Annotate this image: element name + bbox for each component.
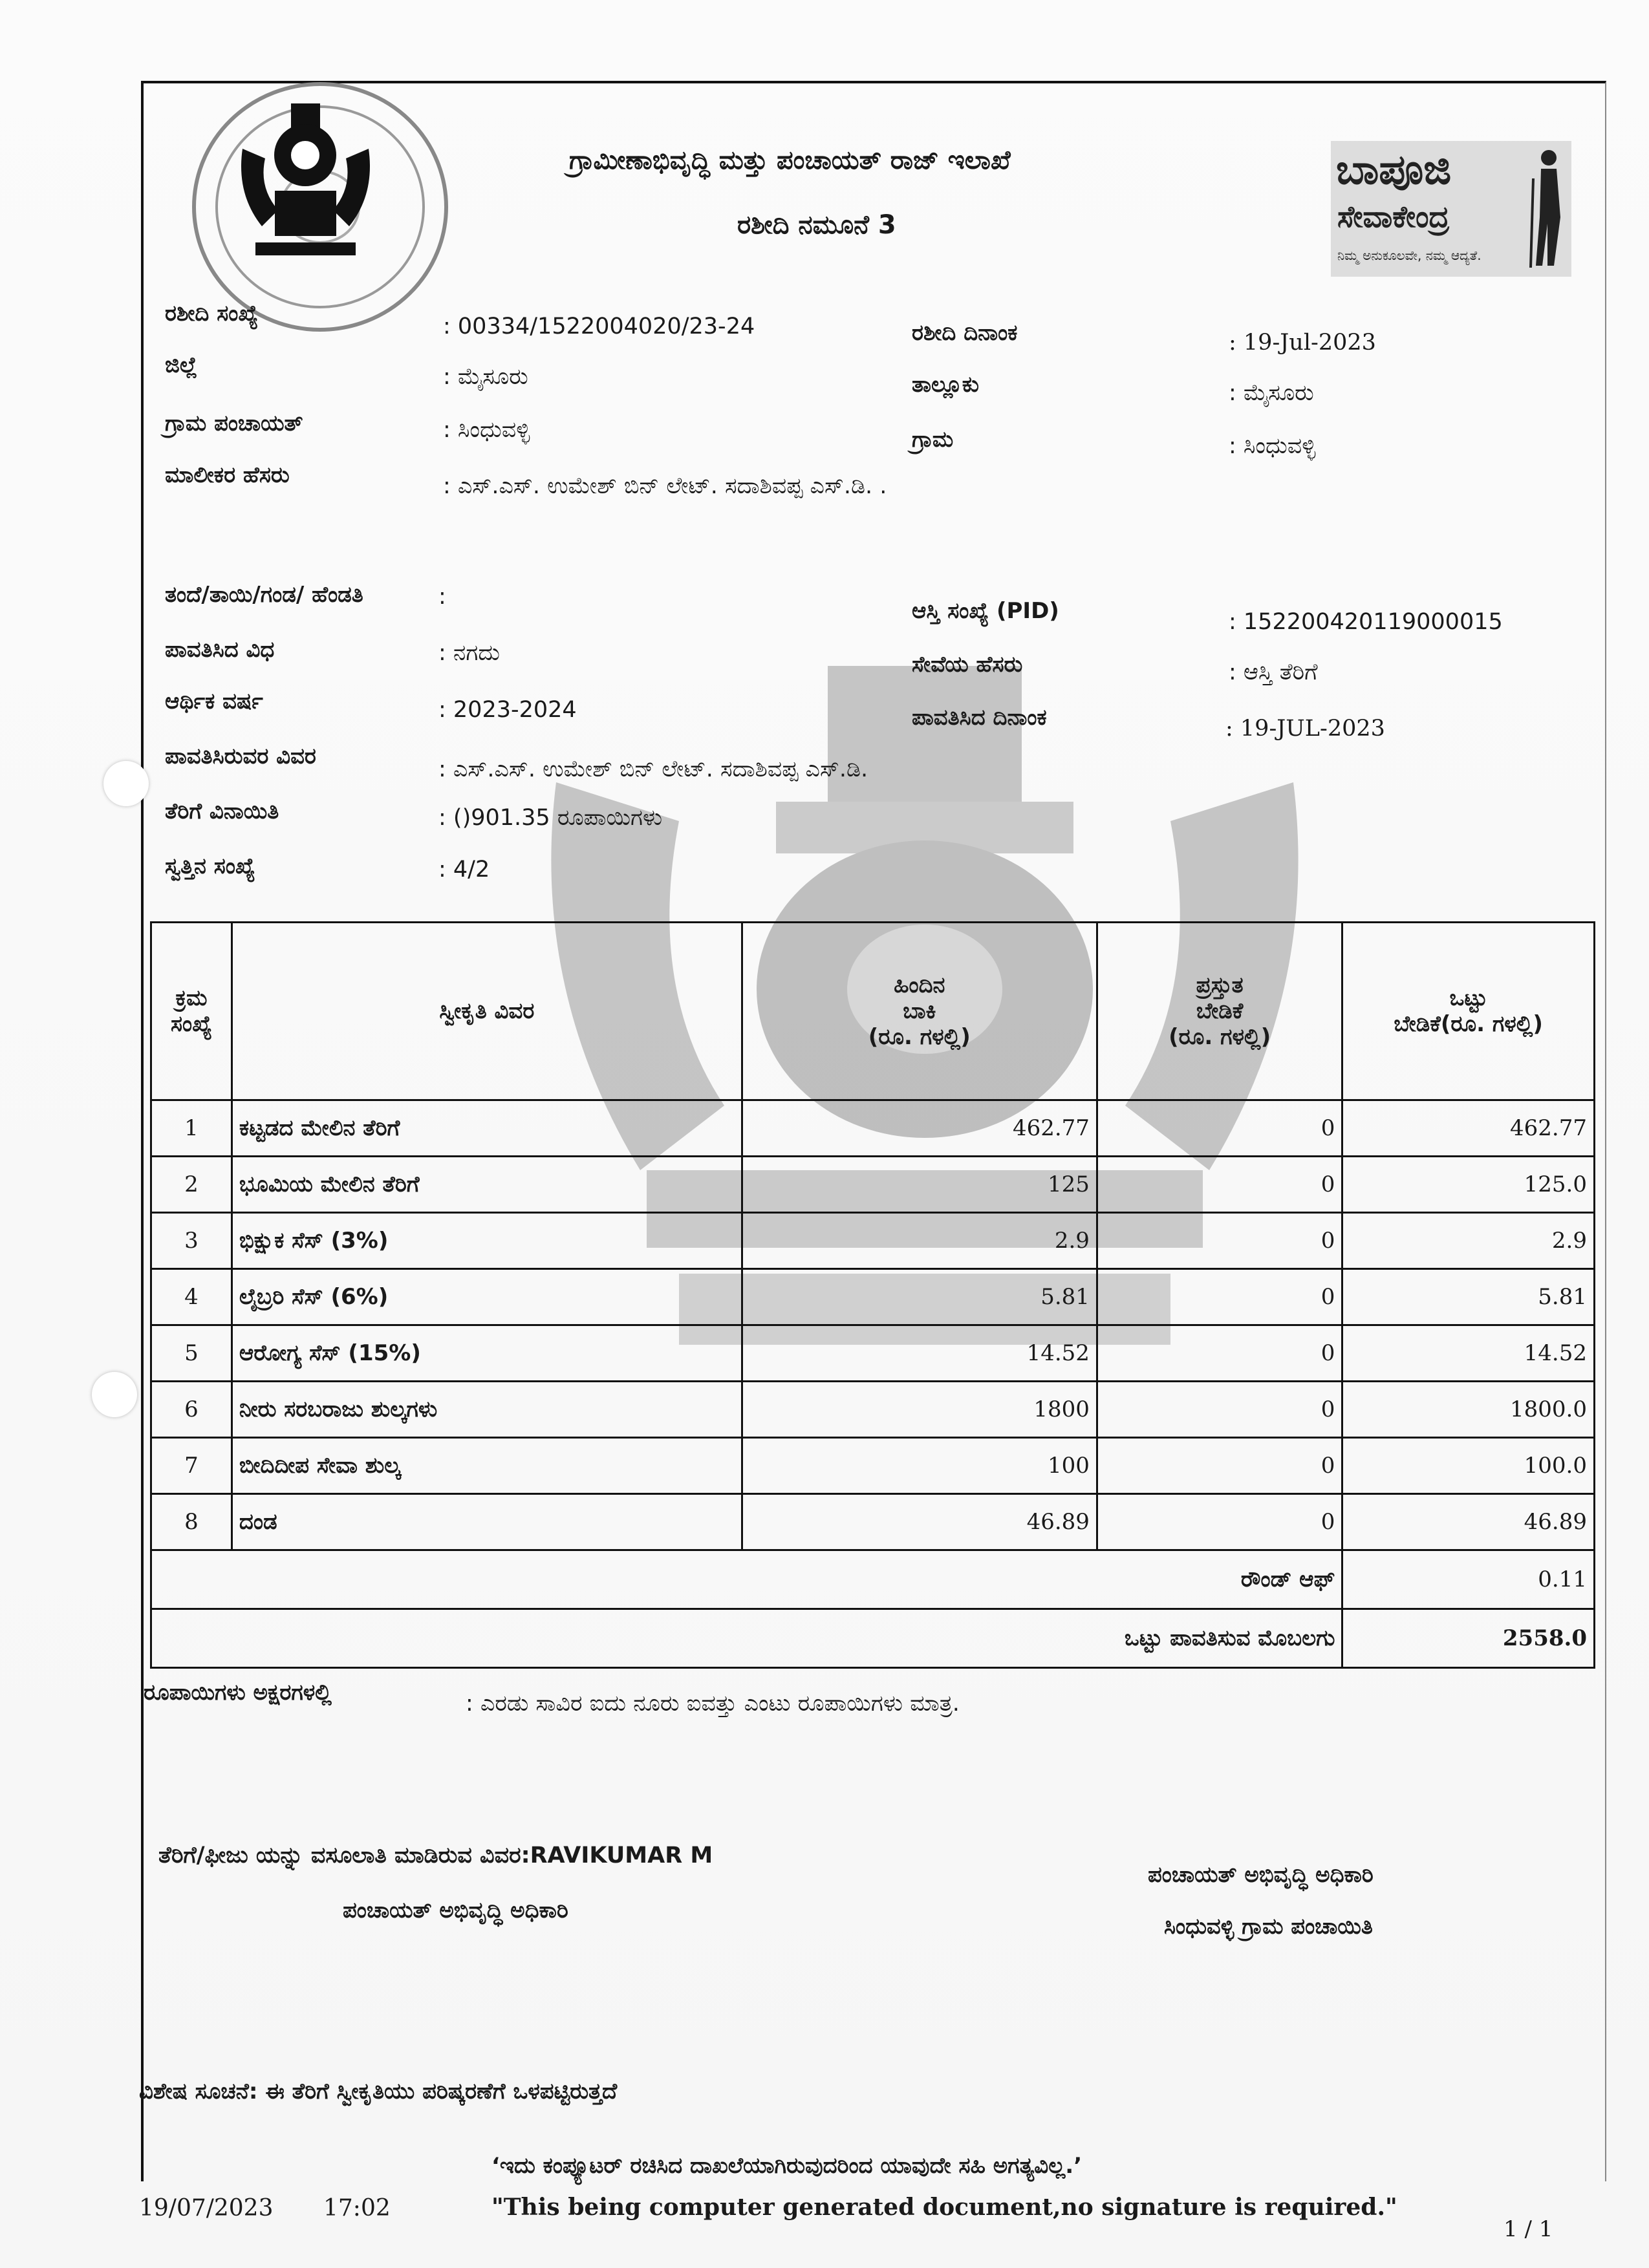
- row-current-demand: 0: [1097, 1382, 1342, 1438]
- gram-panchayat-label: ಗ್ರಾಮ ಪಂಚಾಯತ್: [165, 411, 303, 436]
- amount-words-label: ರೂಪಾಯಿಗಳು ಅಕ್ಷರಗಳಲ್ಲಿ: [144, 1680, 332, 1706]
- row-number: 5: [151, 1325, 232, 1382]
- relation-label: ತಂದೆ/ತಾಯಿ/ಗಂಡ/ ಹೆಂಡತಿ: [165, 582, 363, 608]
- receipt-number-label: ರಶೀದಿ ಸಂಖ್ಯೆ: [165, 301, 259, 326]
- row-current-demand: 0: [1097, 1494, 1342, 1550]
- row-number: 6: [151, 1382, 232, 1438]
- table-row: [151, 1157, 1595, 1213]
- previous-balance-line2: ಬಾಕಿ: [903, 998, 936, 1024]
- financial-year-value: : 2023-2024: [438, 697, 577, 723]
- page-number: 1 / 1: [1503, 2216, 1553, 2242]
- village-value: : ಸಿಂಧುವಳ್ಳಿ: [1229, 433, 1316, 459]
- officer-designation: ಪಂಚಾಯತ್ ಅಭಿವೃದ್ಧಿ ಅಧಿಕಾರಿ: [1148, 1862, 1374, 1888]
- receipt-date-label: ರಶೀದಿ ದಿನಾಂಕ: [912, 320, 1018, 346]
- karnataka-emblem-icon: [230, 97, 382, 272]
- row-number: 8: [151, 1494, 232, 1550]
- total-demand-line1: ಒಟ್ಟು: [1449, 985, 1487, 1011]
- logo-tagline: ನಿಮ್ಮ ಅನುಕೂಲವೇ, ನಮ್ಮ ಆದ್ಯತೆ.: [1337, 248, 1482, 263]
- form-title: ರಶೀದಿ ನಮೂನೆ 3: [737, 210, 896, 240]
- kannada-computer-note: ‘ಇದು ಕಂಪ್ಯೂಟರ್ ರಚಿಸಿದ ದಾಖಲೆಯಾಗಿರುವುದರಿಂದ ಯಾವುದೇ ಸಹಿ ಅಗತ್ಯವಿಲ್ಲ.’: [491, 2153, 1083, 2179]
- gram-panchayat-value: : ಸಿಂಧುವಳ್ಳಿ: [443, 417, 530, 443]
- property-number-value: : 4/2: [438, 857, 490, 883]
- row-description: ನೀರು ಸರಬರಾಜು ಶುಲ್ಕಗಳು: [232, 1382, 742, 1438]
- taluk-label: ತಾಲ್ಲೂಕು: [912, 372, 979, 398]
- punch-hole: [92, 1372, 137, 1417]
- previous-balance-header: [742, 923, 1097, 1100]
- previous-balance-line3: (ರೂ. ಗಳಲ್ಲಿ): [868, 1024, 971, 1050]
- owner-name-value: : ಎಸ್.ಎಸ್. ಉಮೇಶ್ ಬಿನ್ ಲೇಟ್. ಸದಾಶಿವಪ್ಪ ಎಸ್.ಡಿ. .: [443, 473, 887, 499]
- row-total: 125.0: [1342, 1157, 1595, 1213]
- table-row: [151, 1382, 1595, 1438]
- row-current-demand: 0: [1097, 1269, 1342, 1325]
- owner-name-label: ಮಾಲೀಕರ ಹೆಸರು: [165, 462, 290, 488]
- table-row: [151, 1494, 1595, 1550]
- officer-office: ಸಿಂಧುವಳ್ಳಿ ಗ್ರಾಮ ಪಂಚಾಯಿತಿ: [1164, 1914, 1373, 1940]
- row-current-demand: 0: [1097, 1213, 1342, 1269]
- round-off-row: [151, 1550, 1595, 1609]
- previous-balance-line1: ಹಿಂದಿನ: [894, 972, 945, 998]
- table-row: [151, 1213, 1595, 1269]
- row-number: 3: [151, 1213, 232, 1269]
- payer-details-value: : ಎಸ್.ಎಸ್. ಉಮೇಶ್ ಬಿನ್ ಲೇಟ್. ಸದಾಶಿವಪ್ಪ ಎಸ್.ಡಿ.: [438, 756, 868, 782]
- logo-subtitle: ಸೇವಾಕೇಂದ್ರ: [1337, 199, 1450, 234]
- grand-total-row: [151, 1609, 1595, 1668]
- row-total: 46.89: [1342, 1494, 1595, 1550]
- row-previous-balance: 2.9: [742, 1213, 1097, 1269]
- table-header-row: [151, 923, 1595, 1100]
- punch-hole: [103, 761, 149, 806]
- row-description: ಬೀದಿದೀಪ ಸೇವಾ ಶುಲ್ಕ: [232, 1438, 742, 1494]
- row-description: ಭೂಮಿಯ ಮೇಲಿನ ತೆರಿಗೆ: [232, 1157, 742, 1213]
- district-label: ಜಿಲ್ಲೆ: [165, 352, 198, 378]
- payment-date-value: : 19-JUL-2023: [1225, 716, 1385, 742]
- current-demand-header: [1097, 923, 1342, 1100]
- total-demand-header: [1342, 923, 1595, 1100]
- payment-date-label: ಪಾವತಿಸಿದ ದಿನಾಂಕ: [912, 705, 1047, 731]
- tax-exemption-value: : ()901.35 ರೂಪಾಯಿಗಳು: [438, 805, 663, 831]
- serial-header-line1: ಕ್ರಮ: [175, 985, 208, 1011]
- row-previous-balance: 1800: [742, 1382, 1097, 1438]
- service-name-label: ಸೇವೆಯ ಹೆಸರು: [912, 652, 1023, 678]
- district-value: : ಮೈಸೂರು: [443, 364, 528, 390]
- collector-line: ತೆರಿಗೆ/ಫೀಜು ಯನ್ನು ವಸೂಲಾತಿ ಮಾಡಿರುವ ವಿವರ:RAVIKUMAR M: [158, 1843, 713, 1868]
- row-current-demand: 0: [1097, 1157, 1342, 1213]
- row-description: ಕಟ್ಟಡದ ಮೇಲಿನ ತೆರಿಗೆ: [232, 1100, 742, 1157]
- row-total: 2.9: [1342, 1213, 1595, 1269]
- grand-total-value: 2558.0: [1342, 1609, 1595, 1668]
- serial-header: [151, 923, 232, 1100]
- table-row: [151, 1438, 1595, 1494]
- receipt-details-header-text: ಸ್ವೀಕೃತಿ ವಿವರ: [439, 998, 535, 1024]
- english-computer-note: "This being computer generated document,no signature is required.": [491, 2194, 1397, 2221]
- row-previous-balance: 5.81: [742, 1269, 1097, 1325]
- row-number: 7: [151, 1438, 232, 1494]
- row-description: ಭಿಕ್ಷುಕ ಸೆಸ್ (3%): [232, 1213, 742, 1269]
- receipt-date-value: : 19-Jul-2023: [1229, 330, 1376, 356]
- financial-year-label: ಆರ್ಥಿಕ ವರ್ಷ: [165, 689, 263, 714]
- payment-mode-value: : ನಗದು: [438, 640, 501, 666]
- row-current-demand: 0: [1097, 1100, 1342, 1157]
- round-off-label: ರೌಂಡ್ ಆಫ್: [151, 1550, 1342, 1609]
- payment-mode-label: ಪಾವತಿಸಿದ ವಿಧ: [165, 637, 275, 663]
- grand-total-label: ಒಟ್ಟು ಪಾವತಿಸುವ ಮೊಬಲಗು: [151, 1609, 1342, 1668]
- collector-designation: ಪಂಚಾಯತ್ ಅಭಿವೃದ್ಧಿ ಅಧಿಕಾರಿ: [343, 1898, 568, 1923]
- service-name-value: : ಆಸ್ತಿ ತೆರಿಗೆ: [1229, 659, 1318, 685]
- current-demand-line1: ಪ್ರಸ್ತುತ: [1196, 972, 1244, 998]
- row-description: ಲೈಬ್ರರಿ ಸೆಸ್ (6%): [232, 1269, 742, 1325]
- row-current-demand: 0: [1097, 1438, 1342, 1494]
- property-number-label: ಸ್ವತ್ತಿನ ಸಂಖ್ಯೆ: [165, 853, 255, 879]
- row-total: 5.81: [1342, 1269, 1595, 1325]
- current-demand-line2: ಬೇಡಿಕೆ: [1196, 998, 1244, 1024]
- row-number: 1: [151, 1100, 232, 1157]
- row-previous-balance: 462.77: [742, 1100, 1097, 1157]
- serial-header-line2: ಸಂಖ್ಯೆ: [171, 1011, 212, 1037]
- row-previous-balance: 125: [742, 1157, 1097, 1213]
- row-description: ದಂಡ: [232, 1494, 742, 1550]
- footer-time: 17:02: [323, 2195, 391, 2221]
- row-number: 4: [151, 1269, 232, 1325]
- row-total: 14.52: [1342, 1325, 1595, 1382]
- logo-title: ಬಾಪೂಜಿ: [1336, 146, 1452, 194]
- row-number: 2: [151, 1157, 232, 1213]
- pid-value: : 152200420119000015: [1229, 609, 1503, 635]
- row-description: ಆರೋಗ್ಯ ಸೆಸ್ (15%): [232, 1325, 742, 1382]
- row-current-demand: 0: [1097, 1325, 1342, 1382]
- tax-exemption-label: ತೆರಿಗೆ ವಿನಾಯಿತಿ: [165, 798, 279, 824]
- pid-label: ಆಸ್ತಿ ಸಂಖ್ಯೆ (PID): [912, 598, 1059, 624]
- receipt-number-value: : 00334/1522004020/23-24: [443, 314, 755, 339]
- row-total: 100.0: [1342, 1438, 1595, 1494]
- receipt-details-header: [232, 923, 742, 1100]
- gandhi-figure-icon: [1528, 146, 1568, 269]
- amount-words-value: : ಎರಡು ಸಾವಿರ ಐದು ನೂರು ಐವತ್ತು ಎಂಟು ರೂಪಾಯಿಗಳು ಮಾತ್ರ.: [466, 1691, 960, 1717]
- row-total: 462.77: [1342, 1100, 1595, 1157]
- row-previous-balance: 100: [742, 1438, 1097, 1494]
- taluk-value: : ಮೈಸೂರು: [1229, 380, 1314, 406]
- payer-details-label: ಪಾವತಿಸಿರುವರ ವಿವರ: [165, 744, 316, 769]
- table-row: [151, 1325, 1595, 1382]
- round-off-value: 0.11: [1342, 1550, 1595, 1609]
- bapuji-logo: [1331, 141, 1571, 277]
- relation-value: :: [438, 584, 446, 610]
- row-previous-balance: 46.89: [742, 1494, 1097, 1550]
- footer-date: 19/07/2023: [139, 2195, 274, 2221]
- department-title: ಗ್ರಾಮೀಣಾಭಿವೃದ್ಧಿ ಮತ್ತು ಪಂಚಾಯತ್ ರಾಜ್ ಇಲಾಖೆ: [569, 145, 1011, 175]
- table-row: [151, 1269, 1595, 1325]
- row-total: 1800.0: [1342, 1382, 1595, 1438]
- table-row: [151, 1100, 1595, 1157]
- receipt-table: [150, 921, 1595, 1669]
- row-previous-balance: 14.52: [742, 1325, 1097, 1382]
- special-note: ವಿಶೇಷ ಸೂಚನೆ: ಈ ತೆರಿಗೆ ಸ್ವೀಕೃತಿಯು ಪರಿಷ್ಕರಣೆಗೆ ಒಳಪಟ್ಟಿರುತ್ತದೆ: [139, 2079, 618, 2104]
- current-demand-line3: (ರೂ. ಗಳಲ್ಲಿ): [1169, 1024, 1271, 1050]
- total-demand-line2: ಬೇಡಿಕೆ(ರೂ. ಗಳಲ್ಲಿ): [1394, 1011, 1543, 1037]
- village-label: ಗ್ರಾಮ: [912, 427, 954, 453]
